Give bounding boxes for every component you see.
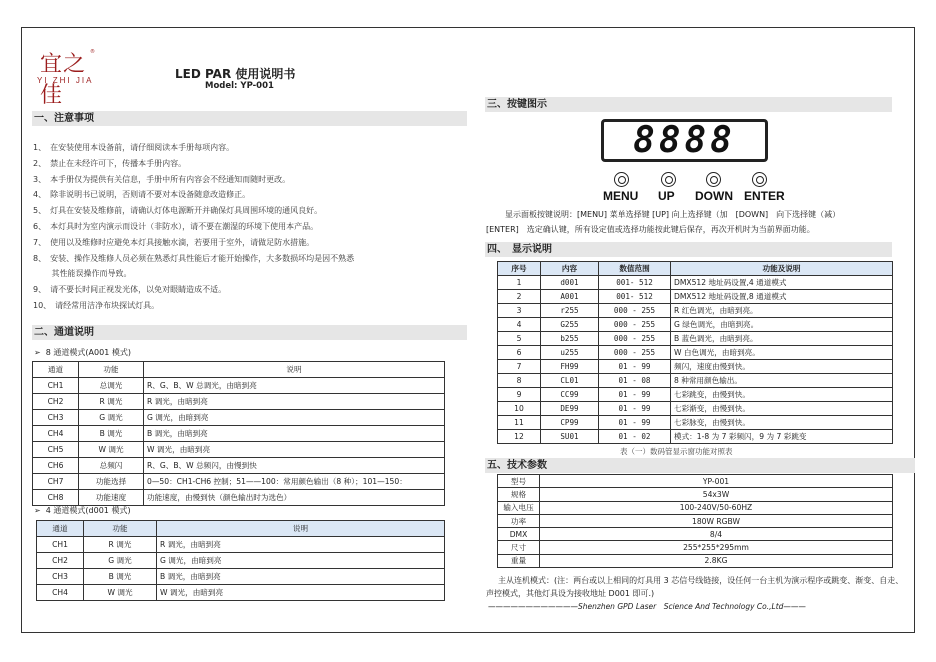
precaution-item: 10、 请经常用洁净布块探试灯具。 <box>33 300 160 310</box>
table-cell: R 调光 <box>79 394 144 410</box>
table-cell: R、G、B、W 总频闪，由慢到快 <box>144 458 445 474</box>
table-cell: B 调光 <box>79 426 144 442</box>
table-row <box>498 488 893 501</box>
bullet-icon: ➢ <box>34 348 41 357</box>
table-cell: b255 <box>541 332 599 346</box>
precaution-item: 5、 灯具在安装及维修前，请确认灯体电源断开并确保灯具周围环境的通风良好。 <box>33 206 323 216</box>
table-cell: R、G、B、W 总调光，由暗到亮 <box>144 378 445 394</box>
model-number: Model: YP-001 <box>205 81 274 91</box>
table-cell: 功能速度 <box>79 490 144 506</box>
table-cell: B 调光 <box>84 569 157 585</box>
channel-table-4 <box>36 520 445 601</box>
table-cell: G 调光，由暗到亮 <box>144 410 445 426</box>
precaution-item: 1、 在安装使用本设备前，请仔细阅读本手册每项内容。 <box>33 143 235 152</box>
table-cell: 01 - 99 <box>599 416 671 430</box>
spec-label: 重量 <box>498 554 540 567</box>
table-row <box>37 585 445 601</box>
table-header: 数值范围 <box>599 262 671 276</box>
spec-label: 尺寸 <box>498 541 540 554</box>
table-row <box>33 378 445 394</box>
precaution-item: 4、 除非说明书已说明，否则请不要对本设备随意改造修正。 <box>33 190 251 200</box>
table-cell: W 白色调光，由暗到亮。 <box>671 346 893 360</box>
table-cell: 11 <box>498 416 541 430</box>
enter-knob-icon <box>752 172 767 187</box>
table-header: 说明 <box>157 521 445 537</box>
section-3-heading: 三、按键图示 <box>485 97 892 112</box>
menu-key-label: MENU <box>603 189 639 203</box>
table-cell: CH2 <box>37 553 84 569</box>
table-row <box>498 416 893 430</box>
display-digits: 8888 <box>633 120 736 161</box>
table-cell: 001- 512 <box>599 290 671 304</box>
table-cell: 6 <box>498 346 541 360</box>
channel-table-8 <box>32 361 445 506</box>
spec-label: 功率 <box>498 514 540 527</box>
table-cell: 01 - 99 <box>599 360 671 374</box>
table-cell: 000 - 255 <box>599 332 671 346</box>
logo-chinese: 宜之佳 <box>40 52 87 108</box>
table-cell: W 调光，由暗到亮 <box>157 585 445 601</box>
table-cell: 9 <box>498 388 541 402</box>
table-row <box>498 290 893 304</box>
spec-value: 180W RGBW <box>540 514 893 527</box>
table-row <box>498 430 893 444</box>
table-cell: 七彩脉变，由慢到快。 <box>671 416 893 430</box>
section-5-heading: 五、技术参数 <box>485 458 915 473</box>
table-header-row <box>498 262 893 276</box>
table-cell: SU01 <box>541 430 599 444</box>
table-cell: 功能速度，由慢到快（颜色输出时为选色） <box>144 490 445 506</box>
table-cell: G 调光，由暗到亮 <box>157 553 445 569</box>
precaution-item: 9、 请不要长时间正视发光体，以免对眼睛造成不适。 <box>33 285 227 295</box>
spec-label: 输入电压 <box>498 501 540 514</box>
seven-segment-display <box>601 119 768 162</box>
menu-knob-icon <box>614 172 629 187</box>
table-cell: CH4 <box>37 585 84 601</box>
enter-key-label: ENTER <box>744 189 785 203</box>
mode4-label-text: 4 通道模式(d001 模式) <box>45 506 131 515</box>
table-cell: W 调光 <box>84 585 157 601</box>
table-cell: 000 - 255 <box>599 304 671 318</box>
table-cell: 频闪，速度由慢到快。 <box>671 360 893 374</box>
spec-table <box>497 474 893 568</box>
spec-label: 型号 <box>498 475 540 488</box>
table-cell: 0—50：CH1-CH6 控制；51——100：常用颜色输出（8 种）；101—150： <box>144 474 445 490</box>
table-row <box>37 553 445 569</box>
spec-value: 2.8KG <box>540 554 893 567</box>
table-cell: 01 - 99 <box>599 402 671 416</box>
key-description-line1: 显示面板按键说明：[MENU] 菜单选择键 [UP] 向上选择键（加 [DOWN] 向下选择键（减） <box>505 210 841 219</box>
spec-value: 54x3W <box>540 488 893 501</box>
precaution-item: 2、 禁止在未经许可下，传播本手册内容。 <box>33 158 187 168</box>
table-cell: 模式：1-8 为 7 彩频闪，9 为 7 彩跳变 <box>671 430 893 444</box>
table-cell: DMX512 地址码设置,8 通道模式 <box>671 290 893 304</box>
document-title: LED PAR 使用说明书 <box>175 67 296 81</box>
table-header: 说明 <box>144 362 445 378</box>
table-cell: CH8 <box>33 490 79 506</box>
down-key-label: DOWN <box>695 189 733 203</box>
table-cell: B 调光，由暗到亮 <box>157 569 445 585</box>
table-cell: CH6 <box>33 458 79 474</box>
table-header: 功能 <box>79 362 144 378</box>
table-cell: CH3 <box>33 410 79 426</box>
table-header: 序号 <box>498 262 541 276</box>
table-cell: R 调光，由暗到亮 <box>144 394 445 410</box>
table-cell: 01 - 99 <box>599 388 671 402</box>
table-cell: d001 <box>541 276 599 290</box>
logo-registered-mark: ® <box>90 49 95 55</box>
table-cell: B 调光，由暗到亮 <box>144 426 445 442</box>
table-cell: R 调光 <box>84 537 157 553</box>
section-4-heading: 四、 显示说明 <box>485 242 892 257</box>
table-cell: G 绿色调光，由暗到亮。 <box>671 318 893 332</box>
table-cell: 功能选择 <box>79 474 144 490</box>
spec-label: 规格 <box>498 488 540 501</box>
table-row <box>498 514 893 527</box>
up-knob-icon <box>661 172 676 187</box>
mode8-label <box>34 347 131 358</box>
table-row <box>498 360 893 374</box>
down-knob-icon <box>706 172 721 187</box>
table-row <box>33 410 445 426</box>
table-row <box>37 537 445 553</box>
mode4-label <box>34 505 131 516</box>
table-cell: CH4 <box>33 426 79 442</box>
table-cell: 1 <box>498 276 541 290</box>
display-table <box>497 261 893 444</box>
table-row <box>498 374 893 388</box>
spec-value: 255*255*295mm <box>540 541 893 554</box>
table-cell: 4 <box>498 318 541 332</box>
table-row <box>498 388 893 402</box>
table-row <box>498 276 893 290</box>
spec-label: DMX <box>498 528 540 541</box>
table-cell: r255 <box>541 304 599 318</box>
table-row <box>37 569 445 585</box>
table-row <box>498 501 893 514</box>
mode8-label-text: 8 通道模式(A001 模式) <box>45 348 131 357</box>
table-cell: 总频闪 <box>79 458 144 474</box>
table-row <box>498 332 893 346</box>
table-header: 功能及说明 <box>671 262 893 276</box>
table-cell: 七彩渐变，由慢到快。 <box>671 402 893 416</box>
precaution-item: 6、 本灯具时为室内演示而设计（非防水），请不要在潮湿的环境下使用本产品。 <box>33 221 319 231</box>
table-cell: DMX512 地址码设置,4 通道模式 <box>671 276 893 290</box>
table-cell: 5 <box>498 332 541 346</box>
table-cell: 12 <box>498 430 541 444</box>
table-cell: CC99 <box>541 388 599 402</box>
table-cell: 8 <box>498 374 541 388</box>
table-row <box>33 442 445 458</box>
precaution-item: 8、 安装、操作及维修人员必须在熟悉灯具性能后才能开始操作，大多数损坏均是因不熟悉 <box>33 253 355 263</box>
table-cell: 7 <box>498 360 541 374</box>
table-cell: G 调光 <box>79 410 144 426</box>
table-cell: 000 - 255 <box>599 346 671 360</box>
table-cell: CL01 <box>541 374 599 388</box>
table-row <box>498 528 893 541</box>
table-cell: CH1 <box>33 378 79 394</box>
table-cell: CH2 <box>33 394 79 410</box>
table-header-row <box>37 521 445 537</box>
table-cell: FH99 <box>541 360 599 374</box>
table-cell: 2 <box>498 290 541 304</box>
table-row <box>33 474 445 490</box>
spec-value: YP-001 <box>540 475 893 488</box>
table-cell: 01 - 08 <box>599 374 671 388</box>
table-row <box>498 318 893 332</box>
table-cell: CH1 <box>37 537 84 553</box>
table-cell: R 红色调光，由暗到亮。 <box>671 304 893 318</box>
table-cell: A001 <box>541 290 599 304</box>
master-slave-note: 主从连机模式：(注：两台或以上相同的灯具用 3 芯信号线链接，设任何一台主机为演示程序或跳变、渐变、自走、声控模式，其他灯具设为接收地址 D001 即可.) <box>486 576 904 598</box>
logo-pinyin: YI ZHI JIA <box>37 76 94 85</box>
table-row <box>33 458 445 474</box>
precaution-item: 7、 使用以及维修时应避免本灯具接触水滴，若要用于室外，请做足防水措施。 <box>33 237 315 247</box>
section-2-heading: 二、通道说明 <box>32 325 467 340</box>
table-cell: 10 <box>498 402 541 416</box>
table-row <box>498 402 893 416</box>
table-header-row <box>33 362 445 378</box>
table-header: 功能 <box>84 521 157 537</box>
spec-value: 100-240V/50-60HZ <box>540 501 893 514</box>
spec-value: 8/4 <box>540 528 893 541</box>
table-header: 通道 <box>33 362 79 378</box>
table-cell: B 蓝色调光，由暗到亮。 <box>671 332 893 346</box>
table-cell: G255 <box>541 318 599 332</box>
company-footer: ————————————Shenzhen GPD Laser Science And Technology Co.,Ltd——— <box>488 602 806 611</box>
table-cell: 3 <box>498 304 541 318</box>
table-row <box>498 554 893 567</box>
table-cell: 000 - 255 <box>599 318 671 332</box>
precaution-item: 3、 本手册仅为提供有关信息，手册中所有内容会不经通知而随时更改。 <box>33 174 291 184</box>
key-description-line2: [ENTER] 选定确认键，所有设定值或选择功能按此键后保存，再次开机时为当前界面功能。 <box>486 225 815 234</box>
table-row <box>498 346 893 360</box>
table-cell: 七彩跳变，由慢到快。 <box>671 388 893 402</box>
bullet-icon: ➢ <box>34 506 41 515</box>
table-cell: CP99 <box>541 416 599 430</box>
table-cell: u255 <box>541 346 599 360</box>
table-row <box>33 490 445 506</box>
table-cell: W 调光 <box>79 442 144 458</box>
table-cell: W 调光，由暗到亮 <box>144 442 445 458</box>
table-cell: CH3 <box>37 569 84 585</box>
table-row <box>498 475 893 488</box>
table-header: 内容 <box>541 262 599 276</box>
precautions-list <box>33 140 354 314</box>
table-cell: G 调光 <box>84 553 157 569</box>
table-cell: R 调光，由暗到亮 <box>157 537 445 553</box>
table-cell: 01 - 02 <box>599 430 671 444</box>
table-cell: 总调光 <box>79 378 144 394</box>
table-header: 通道 <box>37 521 84 537</box>
table-row <box>498 304 893 318</box>
table-row <box>33 426 445 442</box>
table-cell: 001- 512 <box>599 276 671 290</box>
table-cell: CH7 <box>33 474 79 490</box>
table-caption: 表（一）数码管显示窗功能对照表 <box>620 447 733 456</box>
table-row <box>33 394 445 410</box>
brand-logo <box>36 47 96 108</box>
up-key-label: UP <box>658 189 675 203</box>
section-1-heading: 一、注意事项 <box>32 111 467 126</box>
precaution-item: 其性能误操作而导致。 <box>33 269 132 279</box>
table-cell: 8 种常用颜色输出。 <box>671 374 893 388</box>
table-cell: DE99 <box>541 402 599 416</box>
table-cell: CH5 <box>33 442 79 458</box>
table-row <box>498 541 893 554</box>
